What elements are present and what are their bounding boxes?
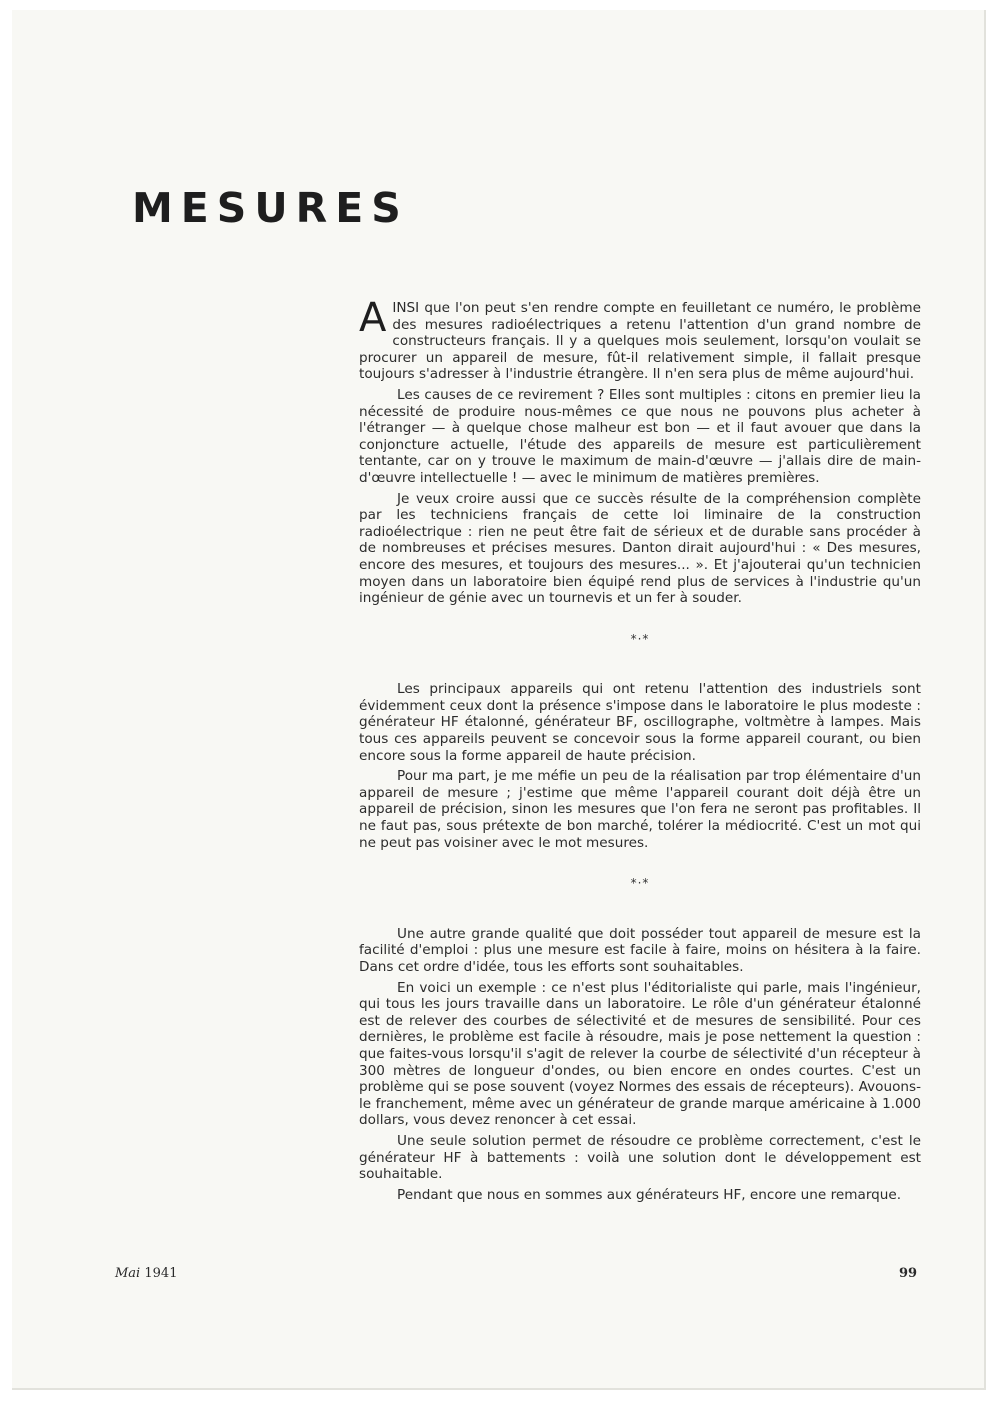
paragraph: Les causes de ce revirement ? Elles sont multiples : citons en premier lieu la nécessité de produire nous-mêmes ce que nous ne pouvons plus acheter à l'étranger — à quelque chose malheur est bon — et il faut avouer que dans la conjoncture actuelle, l'étude des appareils de mesure est particulièrement tentante, car on y trouve le maximum de main-d'œuvre — j'allais dire de main-d'œuvre intellectuelle ! — avec le minimum de matières premières. — [359, 386, 921, 486]
section-separator: *·* — [630, 631, 650, 646]
paragraph: Je veux croire aussi que ce succès résulte de la compréhension complète par les techniciens français de cette loi liminaire de la construction radioélectrique : rien ne peut être fait de sérieux et de durable sans procéder à de nombreuses et précises mesures. Danton dirait aujourd'hui : « Des mesures, encore des mesures, et toujours des mesures... ». Et j'ajouterai qu'un technicien moyen dans un laboratoire bien équipé rend plus de services à l'industrie qu'un ingénieur de génie avec un tournevis et un fer à souder. — [359, 490, 921, 607]
page-title: MESURES — [132, 184, 409, 232]
section-separator: *·* — [630, 876, 650, 891]
paragraph: Pendant que nous en sommes aux générateurs HF, encore une remarque. — [397, 1186, 902, 1203]
page-number: 99 — [899, 1266, 918, 1281]
issue-month: Mai — [115, 1266, 141, 1281]
article-body — [359, 295, 921, 1207]
paragraph-intro — [359, 295, 921, 383]
magazine-page — [12, 10, 986, 1390]
paragraph: Les principaux appareils qui ont retenu l'attention des industriels sont évidemment ceux dont la présence s'impose dans le laboratoire le plus modeste : générateur HF étalonné, générateur BF, oscillographe, voltmètre à lampes. Mais tous ces appareils peuvent se concevoir sous la forme appareil courant, ou bien encore sous la forme appareil de haute précision. — [359, 681, 921, 764]
paragraph-text: INSI que l'on peut s'en rendre compte en feuilletant ce numéro, le problème des mesures radioélectriques a retenu l'attention d'un grand nombre de constructeurs français. Il y a quelques mois seulement, lorsqu'on voulait se procurer un appareil de mesure, fût-il relativement simple, il fallait presque toujours s'adresser à l'industrie étrangère. Il n'en sera plus de même aujourd'hui. — [359, 300, 921, 383]
paragraph: Pour ma part, je me méfie un peu de la réalisation par trop élémentaire d'un appareil de mesure ; j'estime que même l'appareil courant doit déjà être un appareil de précision, sinon les mesures que l'on fera ne seront pas profitables. Il ne faut pas, sous prétexte de bon marché, tolérer la médiocrité. C'est un mot qui ne peut pas voisiner avec le mot mesures. — [359, 768, 921, 851]
paragraph: Une seule solution permet de résoudre ce problème correctement, c'est le générateur HF à battements : voilà une solution dont le développement est souhaitable. — [359, 1132, 921, 1183]
issue-date — [115, 1266, 177, 1281]
issue-year: 1941 — [144, 1266, 178, 1281]
paragraph: Une autre grande qualité que doit posséder tout appareil de mesure est la facilité d'emploi : plus une mesure est facile à faire, moins on hésitera à la faire. Dans cet ordre d'idée, tous les efforts sont souhaitables. — [359, 925, 921, 975]
paragraph: En voici un exemple : ce n'est plus l'éditorialiste qui parle, mais l'ingénieur, qui tous les jours travaille dans un laboratoire. Le rôle d'un générateur étalonné est de relever des courbes de sélectivité et de mesures de sensibilité. Pour ces dernières, le problème est facile à résoudre, mais je pose nettement la question : que faites-vous lorsqu'il s'agit de relever la courbe de sélectivité d'un récepteur à 300 mètres de longueur d'ondes, ou bien encore en ondes courtes. C'est un problème qui se pose souvent (voyez Normes des essais de récepteurs). Avouons-le franchement, même avec un générateur de grande marque américaine à 1.000 dollars, vous devez renoncer à cet essai. — [359, 979, 921, 1129]
drop-cap: A — [359, 295, 387, 341]
